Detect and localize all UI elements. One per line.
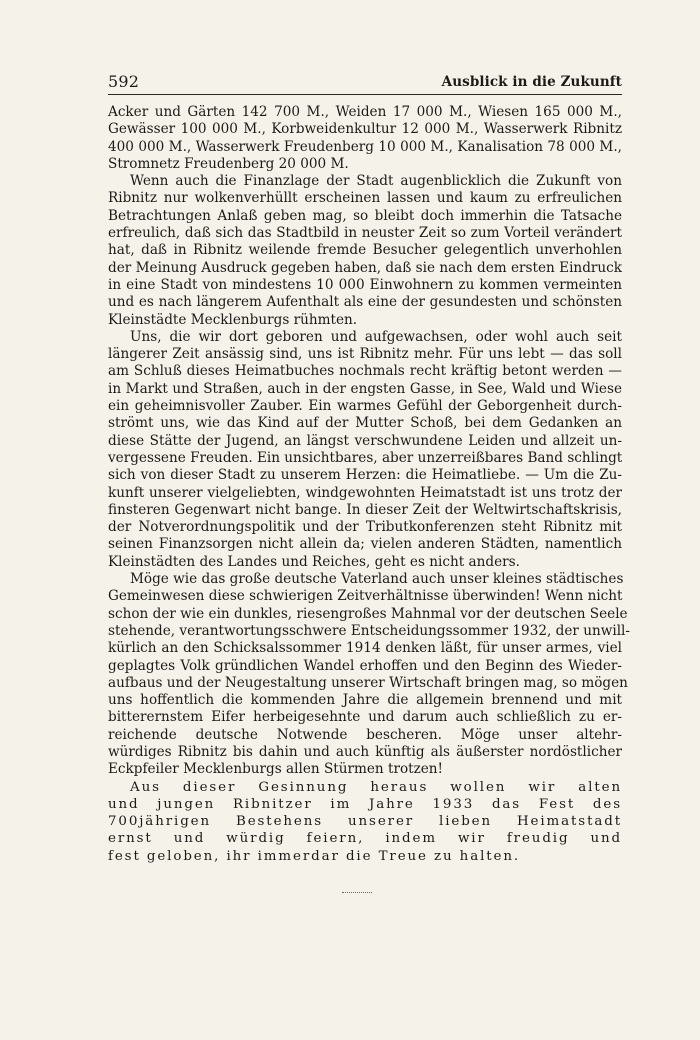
text-line: längerer Zeit ansässig sind, uns ist Ribnitz mehr. Für uns lebt — das soll [108,346,622,363]
text-line: vergessene Freuden. Ein unsichtbares, aber unzerreißbares Band schlingt [108,449,623,466]
text-line: Ribnitz nur wolkenverhüllt erscheinen lassen und kaum zu erfreulichen [108,190,622,207]
spaced-text-line: ernst und würdig feiern, indem wir freudig und [108,831,622,847]
text-line: in Markt und Straßen, auch in der engsten Gasse, in See, Wald und Wiese [108,380,622,397]
text-line: Kleinstädte Mecklenburgs rühmten. [108,311,358,328]
text-line: kürlich an den Schicksalssommer 1914 denken läßt, für unser armes, viel [108,640,622,657]
text-line: erfreulich, daß sich das Stadtbild in neuster Zeit so zum Vorteil verändert [108,225,622,242]
page-header [108,72,622,95]
text-line: kunft unserer vielgeliebten, windgewohnten Heimatstadt ist uns trotz der [108,484,622,501]
spaced-text-line: 700jährigen Bestehens unserer lieben Heimatstadt [108,814,622,830]
spaced-text-line: und jungen Ribnitzer im Jahre 1933 das Fest des [108,796,622,812]
text-line: geplagtes Volk gründlichen Wandel erhoffen und den Beginn des Wieder- [108,657,622,674]
text-line: würdiges Ribnitz bis dahin und auch künftig als äußerster nordöstlicher [108,743,622,760]
page-body-text [108,104,630,865]
text-line: strömt uns, wie das Kind auf der Mutter Schoß, bei dem Gedanken an [108,415,622,432]
running-title: Ausblick in die Zukunft [441,74,622,90]
text-line: bitterernstem Eifer herbeigesehnte und darum auch schließlich zu er- [108,709,622,726]
text-line: Kleinstädten des Landes und Reiches, geht es nicht anders. [108,553,520,570]
paragraph-first-line: Aus dieser Gesinnung heraus wollen wir alten [130,779,622,795]
paragraph-first-line: Möge wie das große deutsche Vaterland auch unser kleines städtisches [130,571,624,588]
text-line: diese Stätte der Jugend, an längst verschwundene Leiden und allzeit un- [108,432,622,449]
text-line: aufbaus und der Neugestaltung unserer Wirtschaft bringen mag, so mögen [108,674,628,691]
text-line: 400 000 M., Wasserwerk Freudenberg 10 000 M., Kanalisation 78 000 M., [108,138,622,155]
end-ornament-dots [342,892,372,893]
paragraph-first-line: Uns, die wir dort geboren und aufgewachsen, oder wohl auch seit [130,328,622,345]
text-line: sich von dieser Stadt zu unserem Herzen: die Heimatliebe. — Um die Zu- [108,467,622,484]
text-line: Gewässer 100 000 M., Korbweidenkultur 12 000 M., Wasserwerk Ribnitz [108,121,622,138]
text-line: in eine Stadt von mindestens 10 000 Einwohnern zu kommen vermeinten [108,276,622,293]
text-line: hat, daß in Ribnitz weilende fremde Besucher gelegentlich unverhohlen [108,242,622,259]
text-line: Betrachtungen Anlaß geben mag, so bleibt doch immerhin die Tatsache [108,207,622,224]
text-line: Stromnetz Freudenberg 20 000 M. [108,155,349,172]
text-line: ein geheimnisvoller Zauber. Ein warmes Gefühl der Geborgenheit durch- [108,398,622,415]
text-line: am Schluß dieses Heimatbuches nochmals recht kräftig betont werden — [108,363,622,380]
text-line: Acker und Gärten 142 700 M., Weiden 17 000 M., Wiesen 165 000 M., [108,104,622,120]
text-line: schon der wie ein dunkles, riesengroßes Mahnmal vor der deutschen Seele [108,605,628,622]
text-line: Gemeinwesen diese schwierigen Zeitverhältnisse überwinden! Wenn nicht [108,588,623,605]
text-line: seinen Finanzsorgen nicht allein da; vielen anderen Städten, namentlich [108,536,622,553]
spaced-text-line: fest geloben, ihr immerdar die Treue zu halten. [108,848,521,864]
page-number: 592 [108,72,140,91]
text-line: der Meinung Ausdruck gegeben haben, daß sie nach dem ersten Eindruck [108,259,622,276]
text-line: reichende deutsche Notwende bescheren. Möge unser altehr- [108,726,622,743]
paragraph-first-line: Wenn auch die Finanzlage der Stadt augenblicklich die Zukunft von [130,173,622,190]
text-line: finsteren Gegenwart nicht bange. In dieser Zeit der Weltwirtschaftskrisis, [108,501,622,518]
text-line: und es nach längerem Aufenthalt als eine der gesundesten und schönsten [108,294,622,311]
text-line: stehende, verantwortungsschwere Entscheidungssommer 1932, der unwill- [108,622,630,639]
text-line: Eckpfeiler Mecklenburgs allen Stürmen trotzen! [108,761,444,778]
text-line: uns hoffentlich die kommenden Jahre die allgemein brennend und mit [108,692,622,709]
text-line: der Notverordnungspolitik und der Tributkonferenzen steht Ribnitz mit [108,519,622,536]
